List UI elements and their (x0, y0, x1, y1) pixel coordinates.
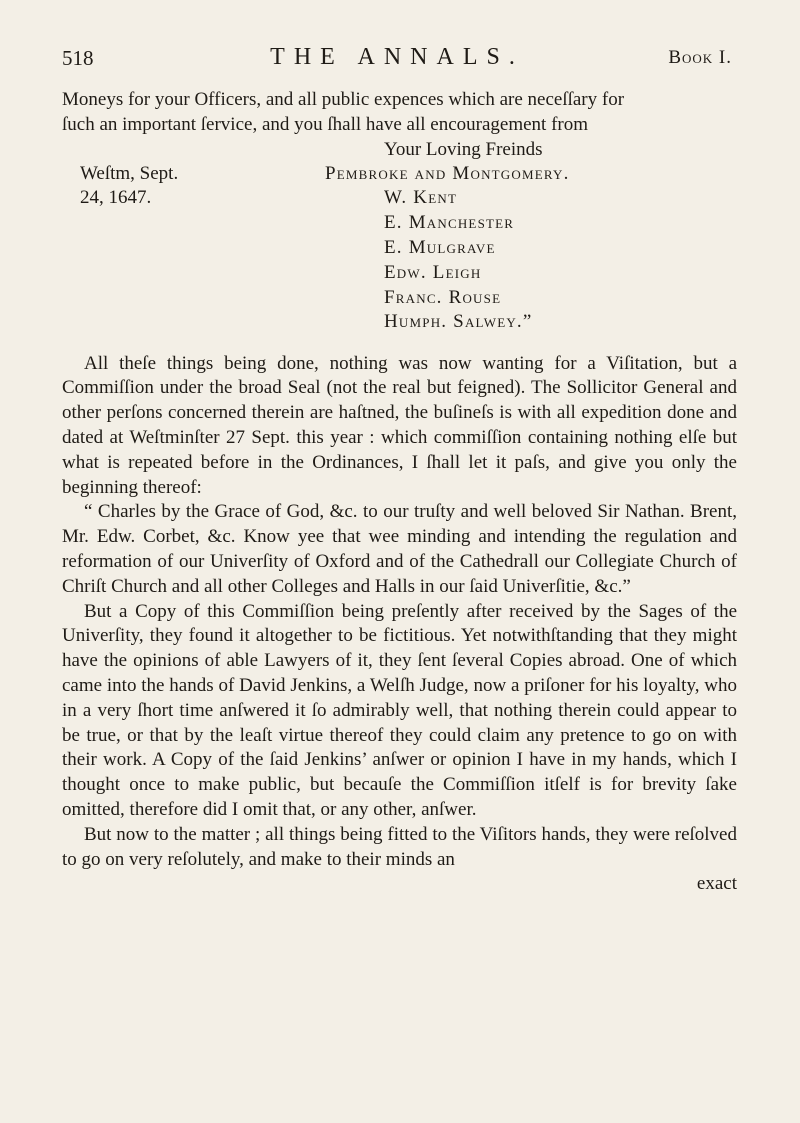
paragraph: But now to the matter ; all things being fitted to the Viſitors hands, they were reſolved to go on very reſolutely, and make to their minds an (62, 823, 737, 870)
page-body (62, 88, 737, 897)
paragraph: But a Copy of this Commiſſion being preſently after received by the Sages of the Univerſity, they found it altogether to be fictitious. Yet notwithſtanding that they might have the opinions of able Lawyers of it, they ſent ſeveral Copies abroad. One of which came into the hands of David Jenkins, a Welſh Judge, now a priſoner for his loyalty, who in a very ſhort time anſwered it ſo admirably well, that nothing therein could appear to be true, or that by the leaſt virtue thereof they could claim any pretence to go on with their work. A Copy of the ſaid Jenkins’ anſwer or opinion I have in my hands, which I thought once to make public, but becauſe the Commiſſion itſelf is for brevity ſake omitted, therefore did I omit that, or any other, anſwer. (62, 600, 737, 820)
signatory: Franc. Rouse (384, 286, 502, 308)
catchword: exact (696, 873, 737, 895)
signatory: Pembroke and Montgomery. (325, 162, 570, 184)
letter-line: ſuch an important ſervice, and you ſhall have all encouragement from (62, 113, 588, 135)
quoted-commission: “ Charles by the Grace of God, &c. to our truſty and well beloved Sir Nathan. Brent, Mr. Edw. Corbet, &c. Know yee that wee minding and intending the regulation and reformation of our Univerſity of Oxford and of the Cathedrall our Collegiate Church of Chriſt Church and all other Colleges and Halls in our ſaid Univerſitie, &c.” (62, 501, 737, 597)
letter-line: Moneys for your Officers, and all public expences which are neceſſary for (62, 89, 625, 110)
date-line: Weſtm, Sept. (80, 162, 179, 184)
page-number: 518 (62, 46, 94, 70)
letter-date (80, 162, 178, 212)
page-header (62, 44, 732, 74)
signature-block (62, 138, 737, 352)
signatory: Edw. Leigh (384, 261, 482, 283)
signatory-list (325, 162, 570, 336)
signatory: E. Mulgrave (384, 236, 496, 258)
letter-closing: Your Loving Freinds (384, 138, 543, 160)
signatory: E. Manchester (384, 212, 515, 234)
signatory: Humph. Salwey.” (384, 311, 533, 333)
date-line: 24, 1647. (80, 187, 152, 209)
paragraph: All theſe things being done, nothing was now wanting for a Viſitation, but a Commiſſion under the broad Seal (not the real but feigned). The Sollicitor General and other perſons concerned therein are haſtned, the buſineſs is with all expedition done and dated at Weſtminſter 27 Sept. this year : which commiſſion containing nothing elſe but what is repeated before in the Ordinances, I ſhall let it paſs, and give you only the beginning thereof: (62, 352, 737, 498)
book-label: Book I. (668, 47, 732, 68)
running-title: THE ANNALS. (270, 44, 524, 70)
signatory: W. Kent (384, 187, 458, 209)
